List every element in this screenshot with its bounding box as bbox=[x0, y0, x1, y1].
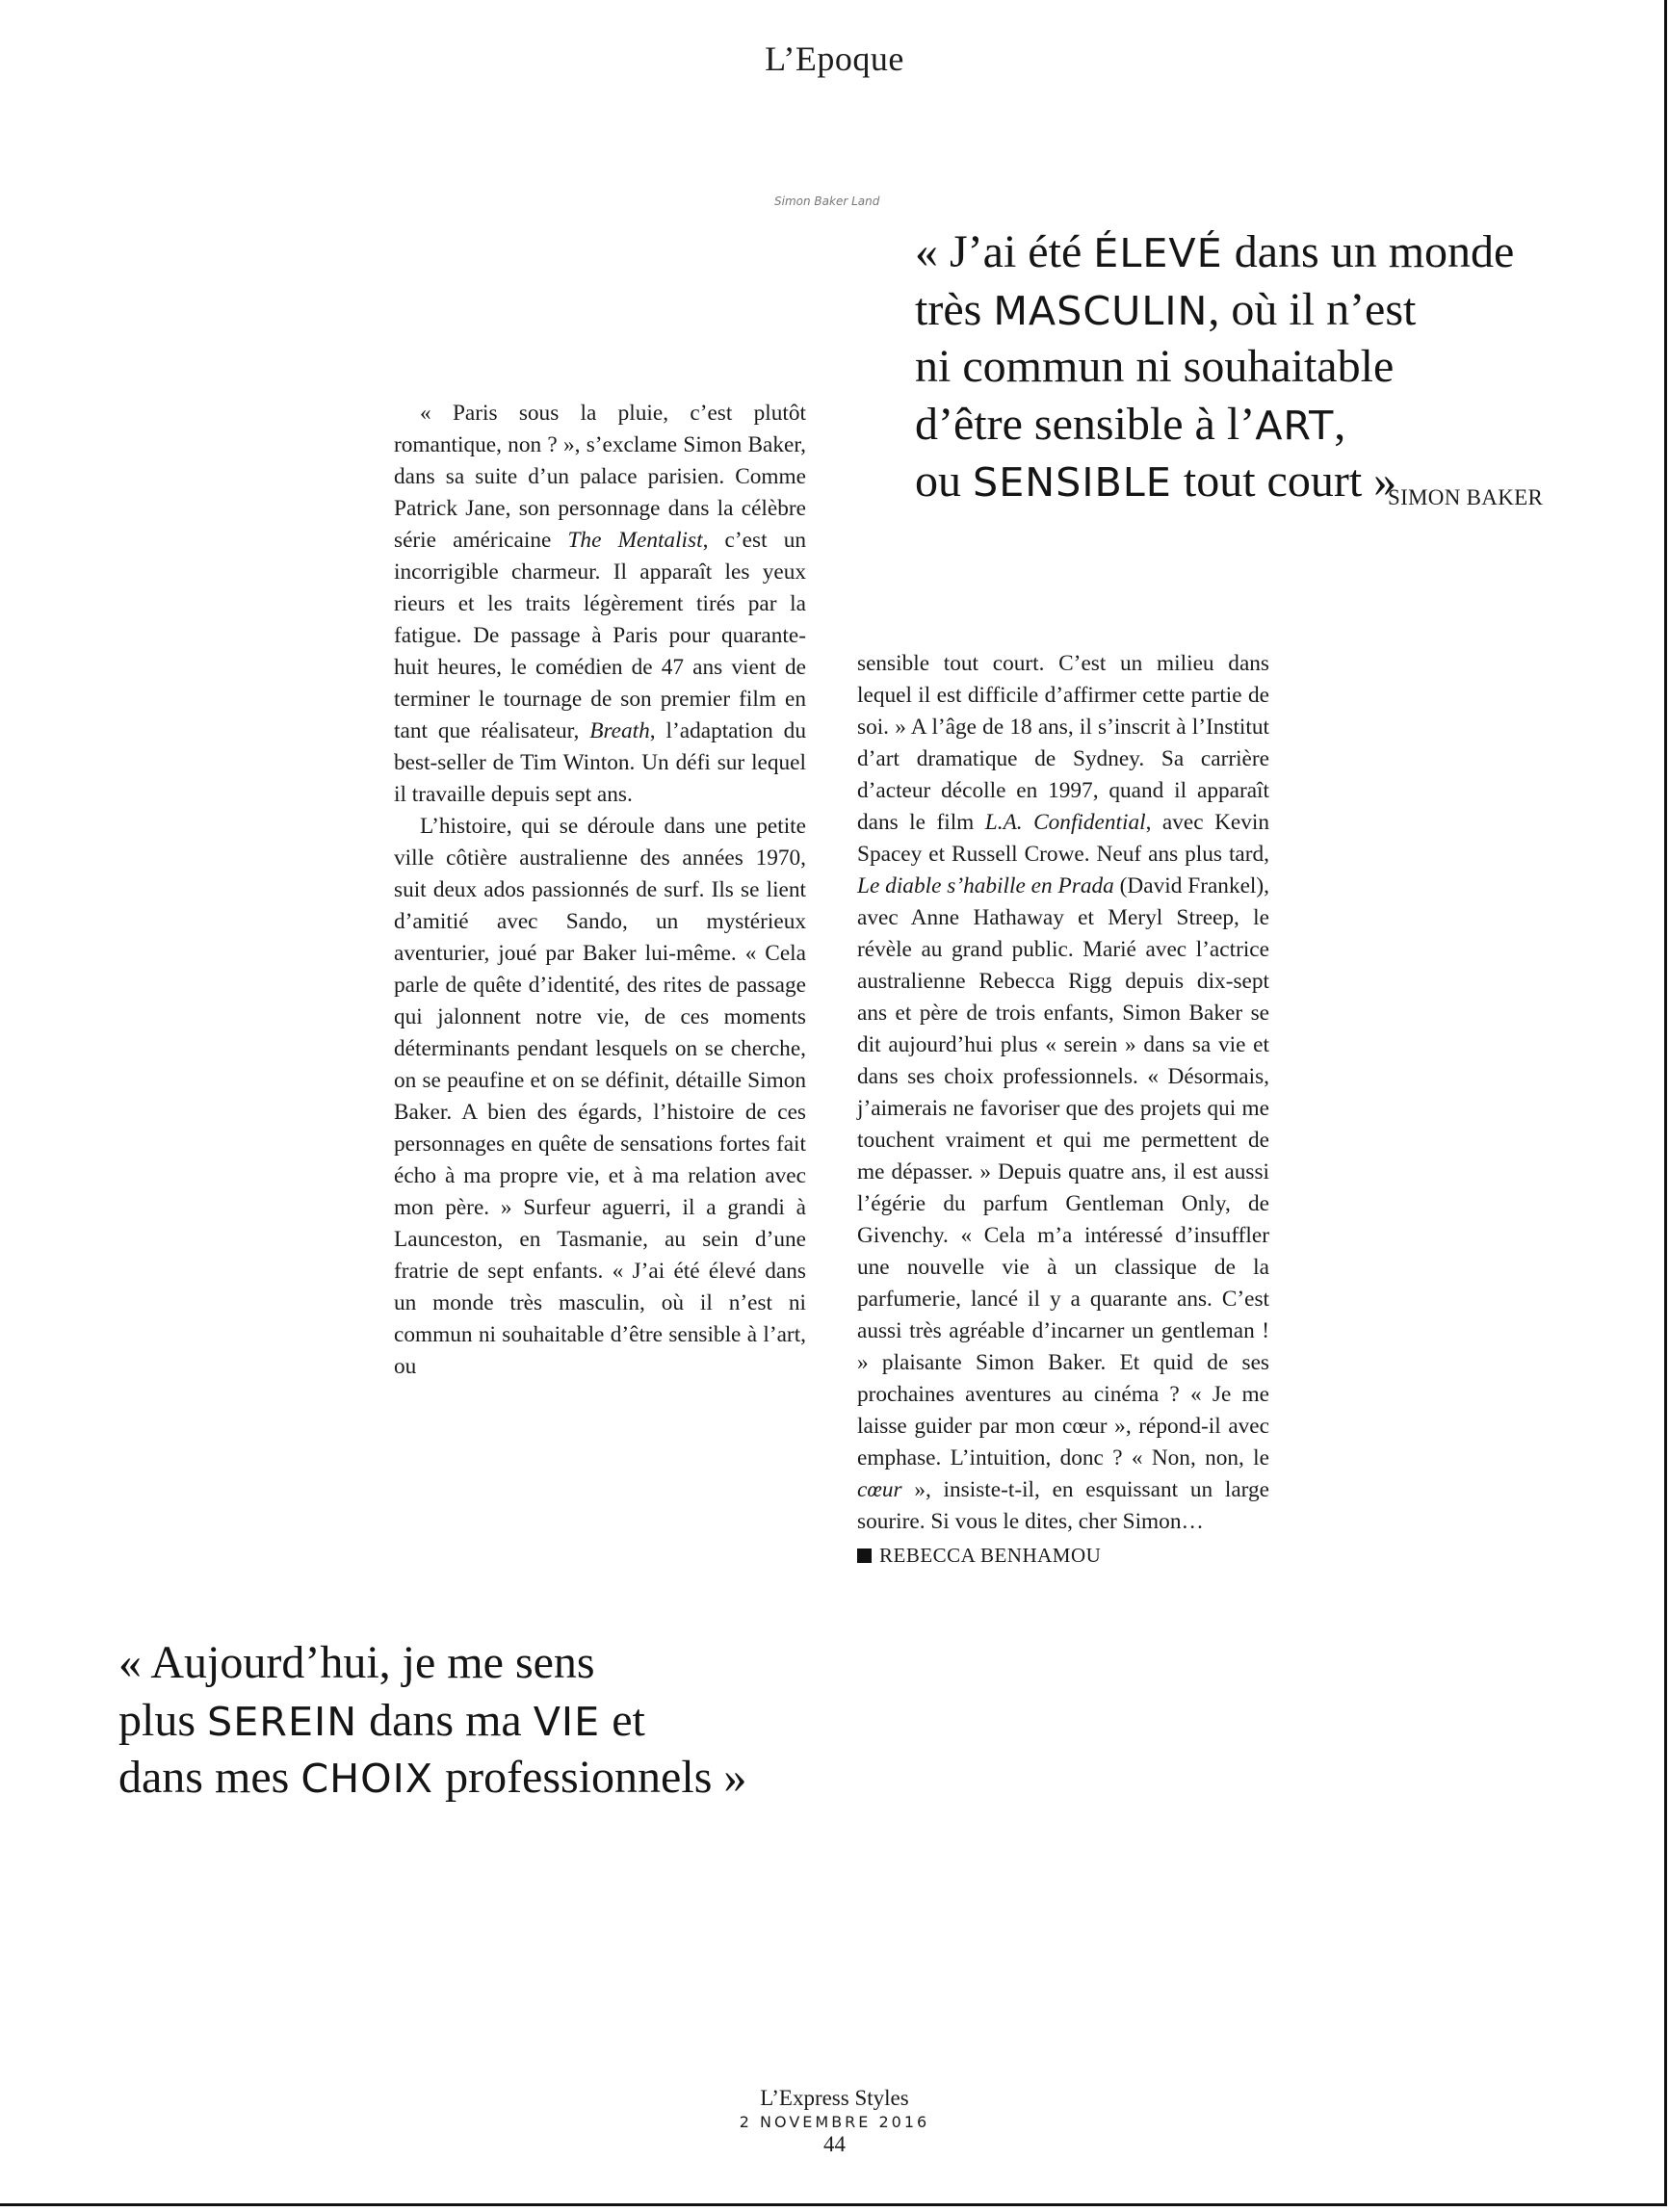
paragraph: L’histoire, qui se déroule dans une petite ville côtière australienne des années 1970, suit deux ados passionnés de surf. Ils se lient d’amitié avec Sando, un mystérieux aventurier, joué par Baker lui-même. « Cela parle de quête d’identité, des rites de passage qui jalonnent notre vie, de ces moments déterminants pendant lesquels on se cherche, on se peaufine et on se définit, détaille Simon Baker. A bien des égards, l’histoire de ces personnages en quête de sensations fortes fait écho à ma propre vie, et à ma relation avec mon père. » Surfeur aguerri, il a grandi à Launceston, en Tasmanie, au sein d’une fratrie de sept enfants. « J’ai été élevé dans un monde très masculin, où il n’est ni commun ni souhaitable d’être sensible à l’art, ou bbox=[394, 814, 806, 1379]
pull-quote-bottom: « Aujourd’hui, je me sens plus SEREIN dans ma VIE et dans mes CHOIX professionnels » bbox=[118, 1637, 747, 1804]
page-number: 44 bbox=[823, 2132, 846, 2156]
photo-credit: Simon Baker Land bbox=[774, 195, 880, 208]
footer-date: 2 NOVEMBRE 2016 bbox=[739, 2113, 930, 2131]
paragraph: sensible tout court. C’est un milieu dans lequel il est difficile d’affirmer cette partie de soi. » A l’âge de 18 ans, il s’inscrit à l’Institut d’art dramatique de Sydney. Sa carrière d’acteur décolle en 1997, quand il apparaît dans le film L.A. Confidential, avec Kevin Spacey et Russell Crowe. Neuf ans plus tard, Le diable s’habille en Prada (David Frankel), avec Anne Hathaway et Meryl Streep, le révèle au grand public. Marié avec l’actrice australienne Rebecca Rigg depuis dix-sept ans et père de trois enfants, Simon Baker se dit aujourd’hui plus « serein » dans sa vie et dans ses choix professionnels. « Désormais, j’aimerais ne favoriser que des projets qui me touchent vraiment et qui me permettent de me dépasser. » Depuis quatre ans, il est aussi l’égérie du parfum Gentleman Only, de Givenchy. « Cela m’a intéressé d’insuffler une nouvelle vie à un classique de la parfumerie, lancé il y a quarante ans. C’est aussi très agréable d’incarner un gentleman ! » plaisante Simon Baker. Et quid de ses prochaines aventures au cinéma ? « Je me laisse guider par mon cœur », répond-il avec emphase. L’intuition, donc ? « Non, non, le cœur », insiste-t-il, en esquissant un large sourire. Si vous le dites, cher Simon… bbox=[857, 651, 1269, 1534]
article-column-2 bbox=[857, 648, 1269, 1572]
quote-attribution: SIMON BAKER bbox=[1388, 485, 1544, 509]
footer-magazine: L’Express Styles bbox=[760, 2086, 909, 2110]
article-column-1 bbox=[394, 398, 806, 1383]
end-mark-icon bbox=[857, 1548, 872, 1563]
author-byline: REBECCA BENHAMOU bbox=[857, 1540, 1269, 1572]
paragraph: « Paris sous la pluie, c’est plutôt romantique, non ? », s’exclame Simon Baker, dans sa suite d’un palace parisien. Comme Patrick Jane, son personnage dans la célèbre série américaine The Mentalist, c’est un incorrigible charmeur. Il apparaît les yeux rieurs et les traits légèrement tirés par la fatigue. De passage à Paris pour quarante-huit heures, le comédien de 47 ans vient de terminer le tournage de son premier film en tant que réalisateur, Breath, l’adaptation du best-seller de Tim Winton. Un défi sur lequel il travaille depuis sept ans. bbox=[394, 401, 806, 807]
pull-quote-top: « J’ai été ÉLEVÉ dans un monde très MASCULIN, où il n’est ni commun ni souhaitable d’être sensible à l’ART, ou SENSIBLE tout court » bbox=[915, 226, 1515, 507]
section-title: L’Epoque bbox=[765, 39, 904, 78]
